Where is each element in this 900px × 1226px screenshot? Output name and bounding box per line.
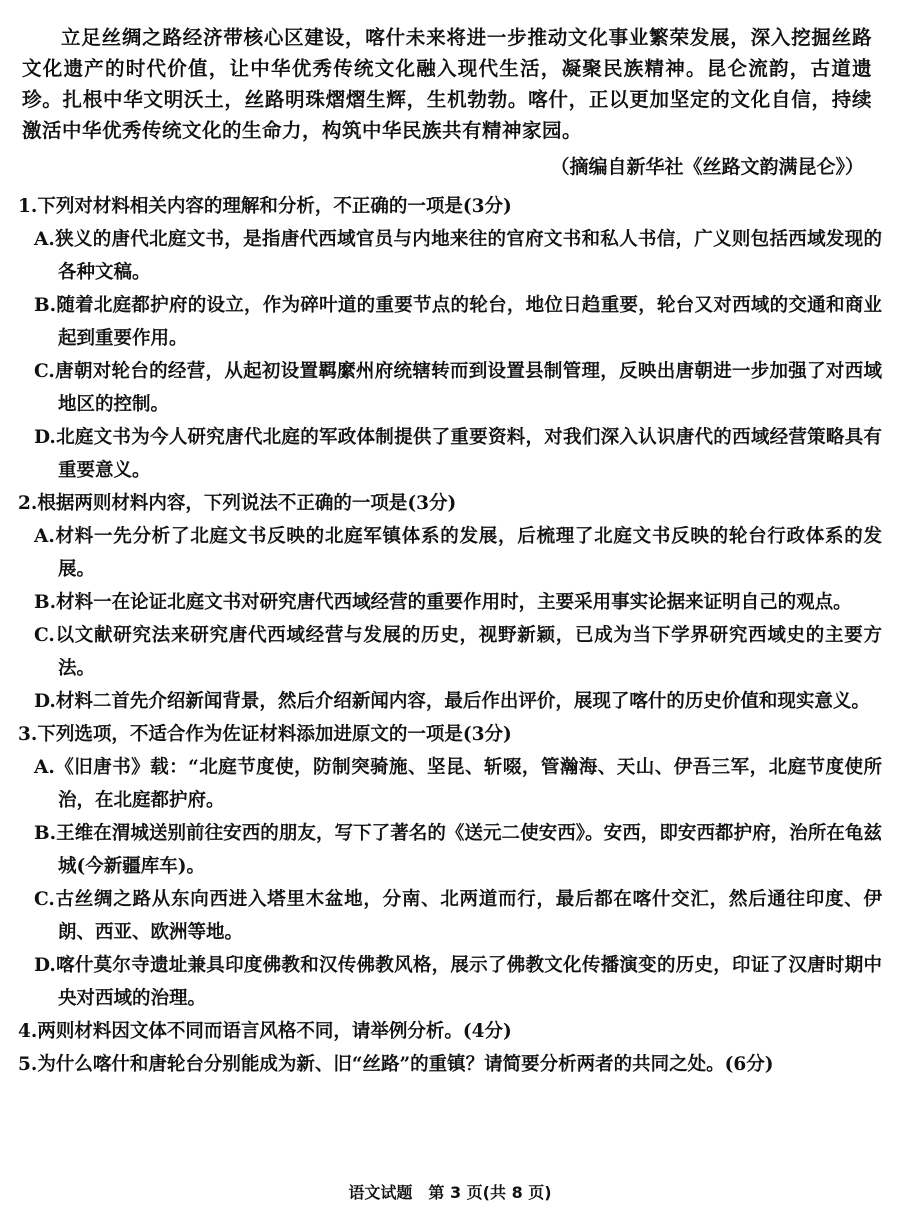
- option-text: D.北庭文书为今人研究唐代北庭的军政体制提供了重要资料，对我们深入认识唐代的西域经营策略具有重要意义。: [34, 427, 882, 481]
- question-stem: 3.下列选项，不适合作为佐证材料添加进原文的一项是(3分): [18, 724, 512, 745]
- option-d: [34, 685, 882, 718]
- question-1: [18, 190, 882, 487]
- option-a: [34, 751, 882, 817]
- question-4: [18, 1015, 882, 1048]
- option-d: [34, 949, 882, 1015]
- option-text: A.狭义的唐代北庭文书，是指唐代西域官员与内地来往的官府文书和私人书信，广义则包括西域发现的各种文稿。: [34, 229, 882, 283]
- question-stem: 5.为什么喀什和唐轮台分别能成为新、旧“丝路”的重镇？请简要分析两者的共同之处。(6分): [18, 1054, 774, 1075]
- option-a: [34, 520, 882, 586]
- option-b: [34, 289, 882, 355]
- question-5: [18, 1048, 882, 1081]
- option-text: A.材料一先分析了北庭文书反映的北庭军镇体系的发展，后梳理了北庭文书反映的轮台行政体系的发展。: [34, 526, 882, 580]
- option-text: B.材料一在论证北庭文书对研究唐代西域经营的重要作用时，主要采用事实论据来证明自己的观点。: [34, 592, 852, 613]
- question-stem: 4.两则材料因文体不同而语言风格不同，请举例分析。(4分): [18, 1021, 512, 1042]
- question-2: [18, 487, 882, 718]
- option-c: [34, 883, 882, 949]
- option-text: B.随着北庭都护府的设立，作为碎叶道的重要节点的轮台，地位日趋重要，轮台又对西域的交通和商业起到重要作用。: [34, 295, 882, 349]
- question-stem: 1.下列对材料相关内容的理解和分析，不正确的一项是(3分): [18, 196, 512, 217]
- option-d: [34, 421, 882, 487]
- option-text: D.材料二首先介绍新闻背景，然后介绍新闻内容，最后作出评价，展现了喀什的历史价值和现实意义。: [34, 691, 870, 712]
- passage-source: （摘编自新华社《丝路文韵满昆仑》）: [550, 156, 864, 178]
- option-a: [34, 223, 882, 289]
- option-text: C.以文献研究法来研究唐代西域经营与发展的历史，视野新颖，已成为当下学界研究西域史的主要方法。: [34, 625, 882, 679]
- option-b: [34, 586, 882, 619]
- page-footer: 语文试题 第 3 页(共 8 页): [348, 1183, 552, 1202]
- question-stem: 2.根据两则材料内容，下列说法不正确的一项是(3分): [18, 493, 457, 514]
- option-c: [34, 619, 882, 685]
- option-text: C.古丝绸之路从东向西进入塔里木盆地，分南、北两道而行，最后都在喀什交汇，然后通往印度、伊朗、西亚、欧洲等地。: [34, 889, 882, 943]
- option-c: [34, 355, 882, 421]
- option-text: D.喀什莫尔寺遗址兼具印度佛教和汉传佛教风格，展示了佛教文化传播演变的历史，印证了汉唐时期中央对西域的治理。: [34, 955, 882, 1009]
- option-text: C.唐朝对轮台的经营，从起初设置羁縻州府统辖转而到设置县制管理，反映出唐朝进一步加强了对西域地区的控制。: [34, 361, 882, 415]
- passage-paragraph: 立足丝绸之路经济带核心区建设，喀什未来将进一步推动文化事业繁荣发展，深入挖掘丝路文化遗产的时代价值，让中华优秀传统文化融入现代生活，凝聚民族精神。昆仑流韵，古道遗珍。扎根中华文明沃土，丝路明珠熠熠生辉，生机勃勃。喀什，正以更加坚定的文化自信，持续激活中华优秀传统文化的生命力，构筑中华民族共有精神家园。: [22, 26, 872, 142]
- question-3: [18, 718, 882, 1015]
- option-b: [34, 817, 882, 883]
- option-text: A.《旧唐书》载：“北庭节度使，防制突骑施、坚昆、斩啜，管瀚海、天山、伊吾三军，北庭节度使所治，在北庭都护府。: [34, 757, 882, 811]
- option-text: B.王维在渭城送别前往安西的朋友，写下了著名的《送元二使安西》。安西，即安西都护府，治所在龟兹城(今新疆库车)。: [34, 823, 882, 877]
